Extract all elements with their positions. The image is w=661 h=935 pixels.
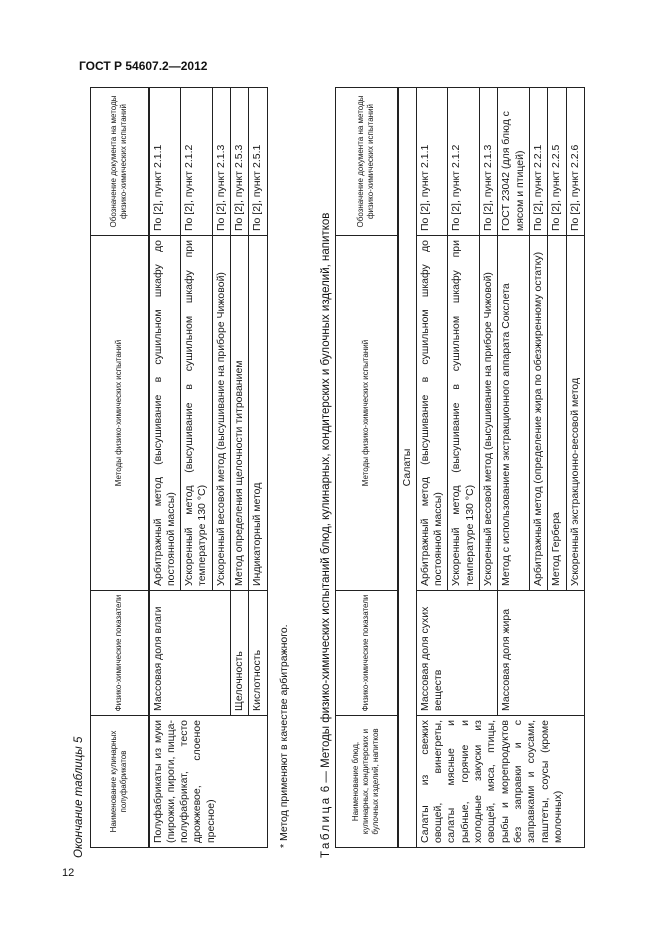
table5-header-row <box>91 88 149 848</box>
table-6 <box>335 87 585 848</box>
table5-doc-cell: По [2], пункт 2.1.3 <box>212 88 230 236</box>
table5-footnote: * Метод применяют в качестве арбитражного. <box>278 624 290 848</box>
table5-header-methods: Методы физико-химических испытаний <box>91 236 149 591</box>
table6-header-products: Наименование блюд, кулинарных, кондитерских и булочных изделий, напитков <box>336 716 398 848</box>
table5-header-docs: Обозначение документа на методы физико-химических испытаний <box>91 88 149 236</box>
table5-indicator-acidity: Кислотность <box>249 591 267 716</box>
table6-indicator-fat: Массовая доля жира <box>498 591 585 716</box>
table6-method-cell: Метод Гербера <box>548 236 566 591</box>
table5-indicator-moisture: Массовая доля влаги <box>149 591 231 716</box>
table6-doc-cell: По [2], пункт 2.1.3 <box>480 88 498 236</box>
table5-caption: Окончание таблицы 5 <box>73 736 85 858</box>
table-row <box>149 88 181 848</box>
table6-caption-text: 6 — Методы физико-химических испытаний блюд, кулинарных, кондитерских и булочных изделий, напитков <box>320 212 332 793</box>
table5-doc-cell: По [2], пункт 2.1.1 <box>149 88 181 236</box>
table6-header-docs: Обозначение документа на методы физико-химических испытаний <box>336 88 398 236</box>
table5-doc-cell: По [2], пункт 2.1.2 <box>181 88 213 236</box>
table6-caption-label: Таблица <box>320 795 332 858</box>
table6-method-cell: Метод с использованием экстракционного аппарата Сокслета <box>498 236 530 591</box>
table6-method-cell: Ускоренный весовой метод (высушивание на приборе Чижовой) <box>480 236 498 591</box>
table5-method-cell: Индикаторный метод <box>249 236 267 591</box>
table6-method-cell: Ускоренный экстракционно-весовой метод <box>566 236 584 591</box>
table6-header-indicators: Физико-химические показатели <box>336 591 398 716</box>
table5-header-products: Наименование кулинарных полуфабрикатов <box>91 716 149 848</box>
table5-doc-cell: По [2], пункт 2.5.1 <box>249 88 267 236</box>
table6-method-cell: Арбитражный метод (определение жира по обезжиренному остатку) <box>530 236 548 591</box>
rotated-content <box>73 90 603 858</box>
table-row <box>416 88 448 848</box>
table5-method-cell: Метод определения щелочности титрованием <box>231 236 249 591</box>
table6-doc-cell: По [2], пункт 2.2.5 <box>548 88 566 236</box>
table5-product-cell: Полуфабрикаты из муки (пирожки, пироги, пицца-полуфабрикат, тесто дрожжевое, слоеное пресное) <box>149 716 268 848</box>
table6-header-row <box>336 88 398 848</box>
table6-doc-cell: По [2], пункт 2.1.2 <box>448 88 480 236</box>
table5-header-indicators: Физико-химические показатели <box>91 591 149 716</box>
table6-header-methods: Методы физико-химических испытаний <box>336 236 398 591</box>
table5-method-cell: Арбитражный метод (высушивание в сушильном шкафу до постоянной массы) <box>149 236 181 591</box>
table6-caption <box>320 213 332 858</box>
table6-doc-cell: По [2], пункт 2.2.6 <box>566 88 584 236</box>
table6-doc-cell: ГОСТ 23042 (для блюд с мясом и птицей) <box>498 88 530 236</box>
table-row <box>398 88 417 848</box>
table5-method-cell: Ускоренный метод (высушивание в сушильном шкафу при температуре 130 °С) <box>181 236 213 591</box>
table6-section-salads: Салаты <box>398 88 417 848</box>
table6-doc-cell: По [2], пункт 2.2.1 <box>530 88 548 236</box>
table5-doc-cell: По [2], пункт 2.5.3 <box>231 88 249 236</box>
table5-indicator-alkalinity: Щелочность <box>231 591 249 716</box>
table-5 <box>90 87 268 848</box>
table6-indicator-dry-matter: Массовая доля сухих веществ <box>416 591 498 716</box>
table6-product-cell: Салаты из свежих овощей, винегреты, салаты мясные и рыбные, горячие и холодные закуски из овощей, мяса, птицы, рыбы и морепродуктов без заправки и с заправками и соусами, паштеты, соусы (кроме молочных) <box>416 716 584 848</box>
page-number: 12 <box>62 867 75 879</box>
table5-method-cell: Ускоренный весовой метод (высушивание на приборе Чижовой) <box>212 236 230 591</box>
document-header: ГОСТ Р 54607.2—2012 <box>79 59 208 73</box>
table6-method-cell: Ускоренный метод (высушивание в сушильном шкафу при температуре 130 °С) <box>448 236 480 591</box>
table6-method-cell: Арбитражный метод (высушивание в сушильном шкафу до постоянной массы) <box>416 236 448 591</box>
table6-doc-cell: По [2], пункт 2.1.1 <box>416 88 448 236</box>
